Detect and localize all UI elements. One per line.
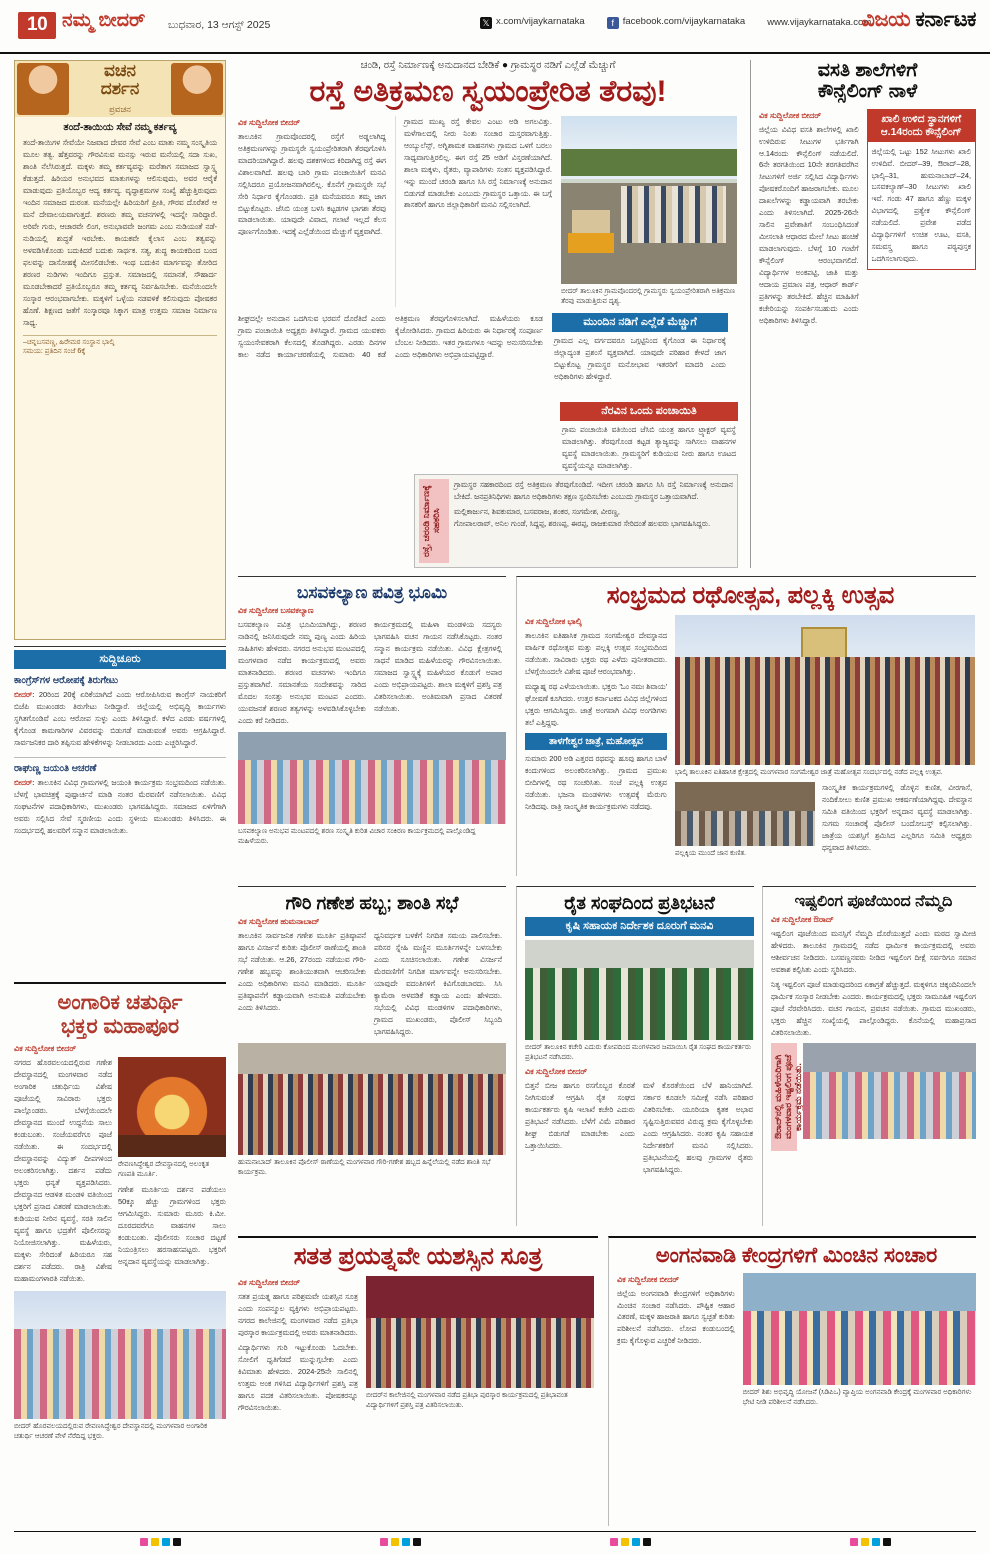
lead-col-1: ತಾಲೂಕಿನ ಗ್ರಾಮವೊಂದರಲ್ಲಿ ರಸ್ತೆಗೆ ಅಡ್ಡಲಾಗಿದ್ದ ಅತಿಕ್ರಮಣಗಳನ್ನು ಗ್ರಾಮಸ್ಥರೇ ಸ್ವಯಂಪ್ರೇರಿತರಾಗಿ ತೆರವುಗೊಳಿಸಿ ಮಾದರಿಯಾಗಿದ್ದಾರೆ. ಹಲವು ದಶಕಗಳಿಂದ ಕಿರಿದಾಗಿದ್ದ ರಸ್ತೆ ಈಗ ವಿಶಾಲವಾಗಿದೆ. ಹಲವು ಬಾರಿ ಗ್ರಾಮ ಪಂಚಾಯಿತಿಗೆ ಮನವಿ ಸಲ್ಲಿಸಿದರೂ ಪ್ರಯೋಜನವಾಗಿರಲಿಲ್ಲ. ಕೊನೆಗೆ ಗ್ರಾಮಸ್ಥರೇ ಸಭೆ ಸೇರಿ ನಿರ್ಧಾರ ಕೈಗೊಂಡರು. ಪ್ರತಿ ಮನೆಯವರೂ ತಮ್ಮ ಜಾಗ ಬಿಟ್ಟುಕೊಟ್ಟರು. ಜೆಸಿಬಿ ಯಂತ್ರ ಬಳಸಿ ಕಟ್ಟಡಗಳ ಭಾಗಶಃ ತೆರವು ಮಾಡಲಾಯಿತು. ಯಾವುದೇ ವಿವಾದ, ಗಲಾಟೆ ಇಲ್ಲದೆ ಕೆಲಸ ಪೂರ್ಣಗೊಂಡಿತು. ಇದಕ್ಕೆ ಎಲ್ಲೆಡೆಯಿಂದ ಮೆಚ್ಚುಗೆ ವ್ಯಕ್ತವಾಗಿದೆ. [238,131,386,237]
suddichuru-section [14,646,226,976]
raitha-bluebar: ಕೃಷಿ ಸಹಾಯಕ ನಿರ್ದೇಶಕ ದೂರುಗೆ ಮನವಿ [525,917,754,936]
basava-headline: ಬಸವಕಲ್ಯಾಣ ಪವಿತ್ರ ಭೂಮಿ [296,583,448,602]
gauri-col-2: ಧ್ವನಿವರ್ಧಕ ಬಳಕೆಗೆ ನಿಗದಿತ ಸಮಯ ಪಾಲಿಸಬೇಕು. ಪರಿಸರ ಸ್ನೇಹಿ ಮಣ್ಣಿನ ಮೂರ್ತಿಗಳನ್ನೇ ಬಳಸಬೇಕು ಎಂದು ಸೂಚಿಸಲಾಯಿತು. ಗಣೇಶ ವಿಸರ್ಜನೆ ಮೆರವಣಿಗೆಗೆ ನಿಗದಿತ ಮಾರ್ಗವನ್ನೇ ಅನುಸರಿಸಬೇಕು. ಯಾವುದೇ ವದಂತಿಗಳಿಗೆ ಕಿವಿಗೊಡಬಾರದು. ಸಿಸಿ ಕ್ಯಾಮೆರಾ ಅಳವಡಿಕೆ ಕಡ್ಡಾಯ ಎಂದು ಹೇಳಿದರು. ಸಭೆಯಲ್ಲಿ ವಿವಿಧ ಮಂಡಳಿಗಳ ಪದಾಧಿಕಾರಿಗಳು, ಗ್ರಾಮದ ಮುಖಂಡರು, ಪೊಲೀಸ್ ಸಿಬ್ಬಂದಿ ಭಾಗವಹಿಸಿದ್ದರು. [374,931,502,1037]
vachana-title-line1: ವಚನ [104,61,136,81]
vasati-sidebox-body: ಜಿಲ್ಲೆಯಲ್ಲಿ ಒಟ್ಟು 152 ಸೀಟುಗಳು ಖಾಲಿ ಉಳಿದಿವೆ. ಬೀದರ್–39, ಔರಾದ್–28, ಭಾಲ್ಕಿ–31, ಹುಮನಾಬಾದ್–24, ಬಸವಕಲ್ಯಾಣ್–30 ಸೀಟುಗಳು ಖಾಲಿ ಇವೆ. ಗಂಡು 47 ಹಾಗೂ ಹೆಣ್ಣು ಮಕ್ಕಳ ವಿಭಾಗದಲ್ಲಿ ಪ್ರತ್ಯೇಕ ಕೌನ್ಸೆಲಿಂಗ್ ನಡೆಯಲಿದೆ. ಪ್ರವೇಶ ಪಡೆದ ವಿದ್ಯಾರ್ಥಿಗಳಿಗೆ ಉಚಿತ ಊಟ, ವಸತಿ, ಸಮವಸ್ತ್ರ ಹಾಗೂ ಪಠ್ಯಪುಸ್ತಕ ಒದಗಿಸಲಾಗುವುದು. [871,146,971,264]
basava-col-2: ಕಾರ್ಯಕ್ರಮದಲ್ಲಿ ಮಹಿಳಾ ಮಂಡಳಿಯ ಸದಸ್ಯರು ಭಾಗವಹಿಸಿ ವಚನ ಗಾಯನ ನಡೆಸಿಕೊಟ್ಟರು. ನಂತರ ಸನ್ಮಾನ ಕಾರ್ಯಕ್ರಮ ನಡೆಯಿತು. ವಿವಿಧ ಕ್ಷೇತ್ರಗಳಲ್ಲಿ ಸಾಧನೆ ಮಾಡಿದ ಮಹಿಳೆಯರನ್ನು ಗೌರವಿಸಲಾಯಿತು. ಸಮಾಜದ ಸ್ವಾಸ್ಥ್ಯಕ್ಕೆ ಮಹಿಳೆಯರ ಕೊಡುಗೆ ಅಪಾರ ಎಂದು ಅಭಿಪ್ರಾಯಪಟ್ಟರು. ಶಾಲಾ ಮಕ್ಕಳಿಗೆ ಪ್ರಶಸ್ತಿ ಪತ್ರ ವಿತರಿಸಲಾಯಿತು. ಅಂತಿಮವಾಗಿ ಪ್ರಸಾದ ವಿತರಣೆ ನಡೆಯಿತು. [374,620,502,713]
gauri-byline: ವಿಕ ಸುದ್ದಿಲೋಕ ಹುಮನಾಬಾದ್ [238,917,320,927]
angarika-article [14,982,226,1527]
lead-box1-title: ಮುಂದಿನ ನಡಿಗೆ ಎಲ್ಲೆಡೆ ಮೆಚ್ಚುಗೆ [552,313,728,332]
ratha-col-2: ಮಧ್ಯಾಹ್ನ ರಥ ಎಳೆಯಲಾಯಿತು. ಭಕ್ತರು 'ಓಂ ನಮಃ ಶಿವಾಯ' ಘೋಷಣೆ ಕೂಗಿದರು. ಉತ್ತರ ಕರ್ನಾಟಕದ ವಿವಿಧ ಜಿಲ್ಲೆಗಳಿಂದ ಭಕ್ತರು ಆಗಮಿಸಿದ್ದರು. ಜಾತ್ರೆ ಅಂಗವಾಗಿ ವಿವಿಧ ಅಂಗಡಿಗಳು ತಲೆ ಎತ್ತಿದ್ದವು. [525,681,667,727]
ishtalinga-side-caption: ಔರಾದ್‌ನಲ್ಲಿ ಮಹಿಳೆಯರಿಗಾಗಿ ಮಂಗಳವಾರ ಇಷ್ಟಲಿಂಗ ಪೂಜೆ ಕಾರ್ಯಕ್ರಮ ನಡೆಯಿತು. [771,1043,797,1151]
basava-article [238,576,506,876]
social-links [480,16,871,29]
ratha-photo-caption: ಭಾಲ್ಕಿ ತಾಲೂಕಿನ ಐತಿಹಾಸಿಕ ಕ್ಷೇತ್ರದಲ್ಲಿ ಮಂಗಳವಾರ ಸಂಗಮೇಶ್ವರ ಜಾತ್ರೆ ಮಹೋತ್ಸವ ಸಂದರ್ಭದಲ್ಲಿ ನಡೆದ ಪಲ್ಲಕ್ಕಿ ಉತ್ಸವ. [675,768,943,776]
lead-col-2: ಗ್ರಾಮದ ಮುಖ್ಯ ರಸ್ತೆ ಕೇವಲ ಎಂಟು ಅಡಿ ಅಗಲವಿತ್ತು. ಮಳೆಗಾಲದಲ್ಲಿ ನೀರು ನಿಂತು ಸಂಚಾರ ದುಸ್ತರವಾಗುತ್ತಿತ್ತು. ಆಂಬ್ಯುಲೆನ್ಸ್, ಅಗ್ನಿಶಾಮಕ ವಾಹನಗಳು ಗ್ರಾಮದ ಒಳಗೆ ಬರಲು ಸಾಧ್ಯವಾಗುತ್ತಿರಲಿಲ್ಲ. ಈಗ ರಸ್ತೆ 25 ಅಡಿಗೆ ವಿಸ್ತರಣೆಯಾಗಿದೆ. ಶಾಲಾ ಮಕ್ಕಳು, ರೈತರು, ವ್ಯಾಪಾರಿಗಳು ಸಂತಸ ವ್ಯಕ್ತಪಡಿಸಿದ್ದಾರೆ. ಇನ್ನು ಮುಂದೆ ಚರಂಡಿ ಹಾಗೂ ಸಿಸಿ ರಸ್ತೆ ನಿರ್ಮಾಣಕ್ಕೆ ಅನುದಾನ ಬಿಡುಗಡೆ ಮಾಡಬೇಕು ಎಂಬುದು ಗ್ರಾಮಸ್ಥರ ಒತ್ತಾಯ. ಈ ಬಗ್ಗೆ ಶಾಸಕರಿಗೆ ಹಾಗೂ ಜಿಲ್ಲಾಧಿಕಾರಿಗೆ ಮನವಿ ಸಲ್ಲಿಸಲಾಗಿದೆ. [404,116,552,210]
vachana-darshana-box [14,60,226,640]
ratha-dance-caption: ಪಲ್ಲಕ್ಕಿಯ ಮುಂದೆ ಜಾನ ಕುಣಿತ. [675,850,746,858]
suddichuru-item-byline-2: ಬೀದರ್: [14,777,35,787]
vachana-credit-2: ಸಮಯ: ಪ್ರತಿದಿನ ಸಂಜೆ 6ಕ್ಕೆ [23,347,86,355]
ishtalinga-byline: ವಿಕ ಸುದ್ದಿಲೋಕ ಔರಾದ್ [771,914,834,924]
ishtalinga-col-2: ನಿತ್ಯ ಇಷ್ಟಲಿಂಗ ಪೂಜೆ ಮಾಡುವುದರಿಂದ ಏಕಾಗ್ರತೆ ಹೆಚ್ಚುತ್ತದೆ. ಮಕ್ಕಳಿಗೂ ಚಿಕ್ಕಂದಿನಿಂದಲೇ ಧಾರ್ಮಿಕ ಸಂಸ್ಕಾರ ನೀಡಬೇಕು ಎಂದರು. ಕಾರ್ಯಕ್ರಮದಲ್ಲಿ ಭಕ್ತರು ಸಾಮೂಹಿಕ ಇಷ್ಟಲಿಂಗ ಪೂಜೆ ನೆರವೇರಿಸಿದರು. ವಚನ ಗಾಯನ, ಪ್ರವಚನ ನಡೆಯಿತು. ಗ್ರಾಮದ ಮುಖಂಡರು, ಭಕ್ತರು ಹೆಚ್ಚಿನ ಸಂಖ್ಯೆಯಲ್ಲಿ ಪಾಲ್ಗೊಂಡಿದ್ದರು. ಕೊನೆಯಲ್ಲಿ ಮಹಾಪ್ರಸಾದ ವಿತರಿಸಲಾಯಿತು. [771,979,976,1037]
raitha-col-1: ಬಿತ್ತನೆ ಬೀಜ ಹಾಗೂ ರಸಗೊಬ್ಬರ ಕೊರತೆ ನೀಗಿಸುವಂತೆ ಆಗ್ರಹಿಸಿ ರೈತ ಸಂಘದ ಕಾರ್ಯಕರ್ತರು ಕೃಷಿ ಇಲಾಖೆ ಕಚೇರಿ ಎದುರು ಪ್ರತಿಭಟನೆ ನಡೆಸಿದರು. ಬೆಳೆಗೆ ವಿಮೆ ಪರಿಹಾರ ಶೀಘ್ರ ಬಿಡುಗಡೆ ಮಾಡಬೇಕು ಎಂದು ಒತ್ತಾಯಿಸಿದರು. [525,1081,635,1151]
gauri-col-1: ತಾಲೂಕಿನ ಸಾರ್ವಜನಿಕ ಗಣೇಶ ಮೂರ್ತಿ ಪ್ರತಿಷ್ಠಾಪನೆ ಹಾಗೂ ವಿಸರ್ಜನೆ ಕುರಿತು ಪೊಲೀಸ್ ಠಾಣೆಯಲ್ಲಿ ಶಾಂತಿ ಸಭೆ ನಡೆಯಿತು. ಆ.26, 27ರಂದು ನಡೆಯುವ ಗೌರಿ-ಗಣೇಶ ಹಬ್ಬವನ್ನು ಶಾಂತಿಯುತವಾಗಿ ಆಚರಿಸಬೇಕು ಎಂದು ಅಧಿಕಾರಿಗಳು ಮನವಿ ಮಾಡಿದರು. ಮೂರ್ತಿ ಪ್ರತಿಷ್ಠಾಪನೆಗೆ ಕಡ್ಡಾಯವಾಗಿ ಅನುಮತಿ ಪಡೆಯಬೇಕು ಎಂದು ತಿಳಿಸಿದರು. [238,931,366,1013]
vachana-title-line2: ದರ್ಶನ [100,79,140,99]
lead-box3-names-2: ಗೋಪಾಲರಾವ್, ಅನಿಲ ಗುಂಡೆ, ಸಿದ್ದಪ್ಪ, ಶರಣಪ್ಪ, ಈರಪ್ಪ, ರಾಜಕುಮಾರ ಸೇರಿದಂತೆ ಹಲವರು ಭಾಗವಹಿಸಿದ್ದರು. [454,518,711,528]
gauri-article [238,886,506,1226]
facebook-icon: f [607,17,619,29]
vasati-headline-line2: ಕೌನ್ಸೆಲಿಂಗ್ ನಾಳೆ [817,81,918,103]
ishtalinga-article [762,886,976,1226]
vasati-sidebox-title: ಖಾಲಿ ಉಳಿದ ಸ್ಥಾನಗಳಿಗೆ ಆ.14ರಂದು ಕೌನ್ಸೆಲಿಂಗ್ [868,110,975,142]
angarika-body: ನಗರದ ಹೊರವಲಯದಲ್ಲಿರುವ ಗಣೇಶ ದೇವಸ್ಥಾನದಲ್ಲಿ ಮಂಗಳವಾರ ನಡೆದ ಅಂಗಾರಿಕ ಚತುರ್ಥಿಯ ವಿಶೇಷ ಪೂಜೆಯಲ್ಲಿ ಸಾವಿರಾರು ಭಕ್ತರು ಪಾಲ್ಗೊಂಡರು. ಬೆಳಗ್ಗೆಯಿಂದಲೇ ದೇವಸ್ಥಾನದ ಮುಂದೆ ಉದ್ದನೆಯ ಸಾಲು ಕಂಡುಬಂತು. ಸಂಜೆಯವರೆಗೂ ಪೂಜೆ ನಡೆಯಿತು. ಈ ಸಂದರ್ಭದಲ್ಲಿ ದೇವಸ್ಥಾನವನ್ನು ವಿದ್ಯುತ್ ದೀಪಗಳಿಂದ ಅಲಂಕರಿಸಲಾಗಿತ್ತು. ದರ್ಶನ ಪಡೆದು ಭಕ್ತರು ಧನ್ಯತೆ ವ್ಯಕ್ತಪಡಿಸಿದರು. ದೇವಸ್ಥಾನದ ಆಡಳಿತ ಮಂಡಳಿ ವತಿಯಿಂದ ಭಕ್ತರಿಗೆ ಪ್ರಸಾದ ವಿತರಣೆ ಮಾಡಲಾಯಿತು. ಕುಡಿಯುವ ನೀರಿನ ವ್ಯವಸ್ಥೆ, ಸರತಿ ಸಾಲಿನ ವ್ಯವಸ್ಥೆ ಹಾಗೂ ಭದ್ರತೆಗೆ ಪೊಲೀಸರನ್ನು ನಿಯೋಜಿಸಲಾಗಿತ್ತು. ಮಹಿಳೆಯರು, ಮಕ್ಕಳು ಸೇರಿದಂತೆ ಹಿರಿಯರೂ ಸಹ ದರ್ಶನ ಪಡೆದರು. ರಾತ್ರಿ ವಿಶೇಷ ಮಹಾಮಂಗಳಾರತಿ ನಡೆಯಿತು. [14,1058,112,1283]
anganavadi-byline: ವಿಕ ಸುದ್ದಿಲೋಕ ಬೀದರ್ [617,1274,680,1284]
suddichuru-item-text-2: ತಾಲೂಕಿನ ವಿವಿಧ ಗ್ರಾಮಗಳಲ್ಲಿ ಜಯಂತಿ ಕಾರ್ಯಕ್ರಮ ಸಂಭ್ರಮದಿಂದ ನಡೆಯಿತು. ಬೆಳಗ್ಗೆ ಭಾವಚಿತ್ರಕ್ಕೆ ಪುಷ್ಪಾರ್ಚನೆ ಮಾಡಿ ನಂತರ ಮೆರವಣಿಗೆ ನಡೆಸಲಾಯಿತು. ವಿವಿಧ ಸಂಘಟನೆಗಳ ಪದಾಧಿಕಾರಿಗಳು, ಮುಖಂಡರು ಭಾಗವಹಿಸಿದ್ದರು. ಸಮಾಜದ ಏಳಿಗೆಗಾಗಿ ಅವರು ಸಲ್ಲಿಸಿದ ಸೇವೆ ಸ್ಮರಣೀಯ ಎಂದು ಸ್ಥಳೀಯ ಮುಖಂಡರು ತಿಳಿಸಿದರು. ಈ ಸಂದರ್ಭದಲ್ಲಿ ಹಲವರಿಗೆ ಸನ್ಮಾನ ಮಾಡಲಾಯಿತು. [14,777,226,835]
gauri-headline: ಗೌರಿ ಗಣೇಶ ಹಬ್ಬ; ಶಾಂತಿ ಸಭೆ [285,893,459,913]
vasati-headline-line1: ವಸತಿ ಶಾಲೆಗಳಿಗೆ [817,60,918,81]
brand-word-1: ವಿಜಯ [861,8,911,31]
lead-box2-body: ಗ್ರಾಮ ಪಂಚಾಯಿತಿ ವತಿಯಿಂದ ಜೆಸಿಬಿ ಯಂತ್ರ ಹಾಗೂ ಟ್ರ್ಯಾಕ್ಟರ್ ವ್ಯವಸ್ಥೆ ಮಾಡಲಾಗಿತ್ತು. ತೆರವುಗೊಂಡ ಕಟ್ಟಡ ತ್ಯಾಜ್ಯವನ್ನು ಸಾಗಿಸಲು ವಾಹನಗಳ ವ್ಯವಸ್ಥೆ ಮಾಡಲಾಯಿತು. ಗ್ರಾಮಸ್ಥರಿಗೆ ಕುಡಿಯುವ ನೀರು ಹಾಗೂ ಊಟದ ವ್ಯವಸ್ಥೆಯನ್ನೂ ಮಾಡಲಾಗಿತ್ತು. [562,425,736,470]
ratha-photo [675,615,975,765]
satata-headline: ಸತತ ಪ್ರಯತ್ನವೇ ಯಶಸ್ಸಿನ ಸೂತ್ರ [293,1243,543,1270]
lead-col-3: ಶೀಘ್ರದಲ್ಲೇ ಅನುದಾನ ಒದಗಿಸುವ ಭರವಸೆ ದೊರೆತಿದೆ ಎಂದು ಗ್ರಾಮ ಪಂಚಾಯಿತಿ ಅಧ್ಯಕ್ಷರು ತಿಳಿಸಿದ್ದಾರೆ. ಗ್ರಾಮದ ಯುವಕರು ಸ್ವಯಂಸೇವಕರಾಗಿ ಕೆಲಸದಲ್ಲಿ ತೊಡಗಿದ್ದರು. ಎರಡು ದಿನಗಳ ಕಾಲ ನಡೆದ ಕಾರ್ಯಾಚರಣೆಯಲ್ಲಿ ಸುಮಾರು 40 ಕಡೆ ಅತಿಕ್ರಮಣ ತೆರವುಗೊಳಿಸಲಾಗಿದೆ. ಮಹಿಳೆಯರು ಕೂಡ ಕೈಜೋಡಿಸಿದರು. ಗ್ರಾಮದ ಹಿರಿಯರು ಈ ನಿರ್ಧಾರಕ್ಕೆ ಸಂಪೂರ್ಣ ಬೆಂಬಲ ನೀಡಿದರು. ಇತರ ಗ್ರಾಮಗಳೂ ಇದನ್ನು ಅನುಸರಿಸಬೇಕು ಎಂದು ಅಧಿಕಾರಿಗಳು ಅಭಿಪ್ರಾಯಪಟ್ಟಿದ್ದಾರೆ. [238,313,543,359]
satata-byline: ವಿಕ ಸುದ್ದಿಲೋಕ ಬೀದರ್ [238,1277,301,1287]
lead-photo-caption: ಬೀದರ್ ತಾಲೂಕಿನ ಗ್ರಾಮವೊಂದರಲ್ಲಿ ಗ್ರಾಮಸ್ಥರು ಸ್ವಯಂಪ್ರೇರಿತರಾಗಿ ಅತಿಕ್ರಮಣ ತೆರವು ಮಾಡುತ್ತಿರುವ ದೃಶ್ಯ. [561,287,735,305]
local-edition-logo-text: ನಮ್ಮ ಬೀದರ್ [62,10,146,31]
x-link-text: x.com/vijaykarnataka [496,16,585,27]
lead-box2-title: ನೆರವಿನ ಒಂದು ಪಂಚಾಯಿತಿ [560,402,738,421]
suddichuru-item-body-2 [14,777,226,837]
satata-col-1: ಸತತ ಪ್ರಯತ್ನ ಹಾಗೂ ಪರಿಶ್ರಮವೇ ಯಶಸ್ಸಿನ ಸೂತ್ರ ಎಂದು ಸಂಪನ್ಮೂಲ ವ್ಯಕ್ತಿಗಳು ಅಭಿಪ್ರಾಯಪಟ್ಟರು. ನಗರದ ಕಾಲೇಜಿನಲ್ಲಿ ಮಂಗಳವಾರ ನಡೆದ ಪ್ರತಿಭಾ ಪುರಸ್ಕಾರ ಕಾರ್ಯಕ್ರಮದಲ್ಲಿ ಅವರು ಮಾತನಾಡಿದರು. [238,1291,358,1337]
raitha-byline: ವಿಕ ಸುದ್ದಿಲೋಕ ಬೀದರ್ [525,1067,588,1077]
local-edition-logo [62,10,145,32]
basava-col-1: ಬಸವಕಲ್ಯಾಣ ಪವಿತ್ರ ಭೂಮಿಯಾಗಿದ್ದು, ಶರಣರ ನಾಡಿನಲ್ಲಿ ಜನಿಸಿರುವುದೇ ನಮ್ಮ ಪುಣ್ಯ ಎಂದು ಹಿರಿಯ ಸಾಹಿತಿಗಳು ಹೇಳಿದರು. ನಗರದ ಅನುಭವ ಮಂಟಪದಲ್ಲಿ ಮಂಗಳವಾರ ನಡೆದ ಕಾರ್ಯಕ್ರಮದಲ್ಲಿ ಅವರು ಮಾತನಾಡಿದರು. ಶರಣರ ವಚನಗಳು ಇಂದಿಗೂ ಪ್ರಸ್ತುತವಾಗಿವೆ. ಸಮಾನತೆಯ ಸಂದೇಶವನ್ನು ಸಾರಿದ ಮೊದಲ ಸಂಸತ್ತು ಅನುಭವ ಮಂಟಪ ಎಂದರು. ಯುವಜನತೆ ಶರಣರ ತತ್ವಗಳನ್ನು ಅಳವಡಿಸಿಕೊಳ್ಳಬೇಕು ಎಂದು ಕರೆ ನೀಡಿದರು. [238,620,366,725]
anganavadi-headline: ಅಂಗನವಾಡಿ ಕೇಂದ್ರಗಳಿಗೆ ಮಿಂಚಿನ ಸಂಚಾರ [655,1244,938,1267]
angarika-mid-body: ಗಣೇಶ ಮೂರ್ತಿಯ ದರ್ಶನ ಪಡೆಯಲು 50ಕ್ಕೂ ಹೆಚ್ಚು ಗ್ರಾಮಗಳಿಂದ ಭಕ್ತರು ಆಗಮಿಸಿದ್ದರು. ಸುಮಾರು ಮೂರು ಕಿ.ಮೀ. ದೂರದವರೆಗೂ ವಾಹನಗಳ ಸಾಲು ಕಂಡುಬಂತು. ಪೊಲೀಸರು ಸಂಚಾರ ದಟ್ಟಣೆ ನಿಯಂತ್ರಿಸಲು ಹರಸಾಹಸಪಟ್ಟರು. ಭಕ್ತರಿಗೆ ಅನ್ನದಾನ ವ್ಯವಸ್ಥೆಯನ್ನು ಮಾಡಲಾಗಿತ್ತು. [118,1185,226,1267]
ganesha-idol-photo [118,1057,226,1157]
lead-box3-tag: ರಸ್ತೆ, ಚರಂಡಿ ನಿರ್ಮಾಣಕ್ಕೆ ಸಹಕರಿಸಿ [419,479,449,563]
anganavadi-photo [743,1273,976,1385]
lead-byline: ವಿಕ ಸುದ್ದಿಲೋಕ ಬೀದರ್ [238,117,301,127]
ratha-headline: ಸಂಭ್ರಮದ ರಥೋತ್ಸವ, ಪಲ್ಲಕ್ಕಿ ಉತ್ಸವ [606,582,895,609]
ratha-dance-photo [675,782,815,846]
ratha-col-3: ಸುಮಾರು 200 ಅಡಿ ಎತ್ತರದ ರಥವನ್ನು ಹೂವು ಹಾಗೂ ಬಾಳೆ ಕಂದುಗಳಿಂದ ಅಲಂಕರಿಸಲಾಗಿತ್ತು. ಗ್ರಾಮದ ಪ್ರಮುಖ ಬೀದಿಗಳಲ್ಲಿ ರಥ ಸಂಚರಿಸಿತು. ಸಂಜೆ ಪಲ್ಲಕ್ಕಿ ಉತ್ಸವ ನಡೆಯಿತು. ಭಜನಾ ಮಂಡಳಿಗಳು ಉತ್ಸವಕ್ಕೆ ಮೆರುಗು ನೀಡಿದವು. ರಾತ್ರಿ ಸಾಂಸ್ಕೃತಿಕ ಕಾರ್ಯಕ್ರಮಗಳು ನಡೆದವು. [525,753,667,811]
satata-photo-caption: ಬೀದರ್‌ನ ಕಾಲೇಜಿನಲ್ಲಿ ಮಂಗಳವಾರ ನಡೆದ ಪ್ರತಿಭಾ ಪುರಸ್ಕಾರ ಕಾರ್ಯಕ್ರಮದಲ್ಲಿ ಪ್ರತಿಭಾವಂತ ವಿದ್ಯಾರ್ಥಿಗಳಿಗೆ ಪ್ರಶಸ್ತಿ ಪತ್ರ ವಿತರಿಸಲಾಯಿತು. [366,1391,568,1410]
lead-kicker: ಚಂಡಿ, ರಸ್ತೆ ನಿರ್ಮಾಣಕ್ಕೆ ಅನುದಾನದ ಬೇಡಿಕೆ ● ಗ್ರಾಮಸ್ಥರ ನಡಿಗೆ ಎಲ್ಲೆಡೆ ಮೆಚ್ಚುಗೆ [360,60,616,71]
satata-article [238,1236,598,1526]
page-number: 10 [18,12,56,39]
lead-box3-names-1: ಮಲ್ಲಿಕಾರ್ಜುನ, ಶಿವಕುಮಾರ, ಬಸವರಾಜ, ಶಂಕರ, ಸಂಗಮೇಶ, ವೀರಣ್ಣ, [454,506,620,516]
vasati-body: ಜಿಲ್ಲೆಯ ವಿವಿಧ ವಸತಿ ಶಾಲೆಗಳಲ್ಲಿ ಖಾಲಿ ಉಳಿದಿರುವ ಸೀಟುಗಳ ಭರ್ತಿಗಾಗಿ ಆ.14ರಂದು ಕೌನ್ಸೆಲಿಂಗ್ ನಡೆಯಲಿದೆ. 6ನೇ ತರಗತಿಯಿಂದ 10ನೇ ತರಗತಿವರೆಗಿನ ಸೀಟುಗಳಿಗೆ ಅರ್ಜಿ ಸಲ್ಲಿಸಿದ ವಿದ್ಯಾರ್ಥಿಗಳು ಪೋಷಕರೊಂದಿಗೆ ಹಾಜರಾಗಬೇಕು. ಮೂಲ ದಾಖಲೆಗಳನ್ನು ಕಡ್ಡಾಯವಾಗಿ ತರಬೇಕು ಎಂದು ತಿಳಿಸಲಾಗಿದೆ. 2025-26ನೇ ಸಾಲಿನ ಪ್ರವೇಶಾತಿಗೆ ಸಂಬಂಧಿಸಿದಂತೆ ಮೀಸಲಾತಿ ಆಧಾರದ ಮೇಲೆ ಸೀಟು ಹಂಚಿಕೆ ಮಾಡಲಾಗುವುದು. ಬೆಳಗ್ಗೆ 10 ಗಂಟೆಗೆ ಕೌನ್ಸೆಲಿಂಗ್ ಆರಂಭವಾಗಲಿದೆ. ವಿದ್ಯಾರ್ಥಿಗಳ ಅಂಕಪಟ್ಟಿ, ಜಾತಿ ಮತ್ತು ಆದಾಯ ಪ್ರಮಾಣ ಪತ್ರ, ಆಧಾರ್ ಕಾರ್ಡ್ ಪ್ರತಿಗಳನ್ನು ತರಬೇಕಿದೆ. ಹೆಚ್ಚಿನ ಮಾಹಿತಿಗೆ ಕಚೇರಿಯನ್ನು ಸಂಪರ್ಕಿಸಬಹುದು ಎಂದು ಅಧಿಕಾರಿಗಳು ತಿಳಿಸಿದ್ದಾರೆ. [759,124,859,326]
lead-photo [561,116,737,284]
angarika-photo-caption-2: ಬೀದರ್ ಹೊರವಲಯದಲ್ಲಿರುವ ರೇವಣಸಿದ್ಧೇಶ್ವರ ದೇವಸ್ಥಾನದಲ್ಲಿ ಮಂಗಳವಾರ ಅಂಗಾರಿಕ ಚತುರ್ಥಿ ಆಚರಣೆ ವೇಳೆ ನೆರೆದಿದ್ದ ಭಕ್ತರು. [14,1422,208,1440]
lead-headline: ರಸ್ತೆ ಅತಿಕ್ರಮಣ ಸ್ವಯಂಪ್ರೇರಿತ ತೆರವು! [309,75,667,108]
suddichuru-item-byline-1: ಬೀದರ್: [14,690,35,699]
angarika-photo-caption-1: ರೇವಣಸಿದ್ಧೇಶ್ವರ ದೇವಸ್ಥಾನದಲ್ಲಿ ಅಲಂಕೃತ ಗಣಪತಿ ಮೂರ್ತಿ. [118,1161,210,1179]
color-dots-1 [140,1538,181,1546]
vachana-headline: ತಂದೆ-ತಾಯಿಯ ಸೇವೆ ನಮ್ಮ ಕರ್ತವ್ಯ [63,122,177,133]
ishtalinga-col-1: ಇಷ್ಟಲಿಂಗ ಪೂಜೆಯಿಂದ ಮನಸ್ಸಿಗೆ ನೆಮ್ಮದಿ ದೊರೆಯುತ್ತದೆ ಎಂದು ಮಠದ ಸ್ವಾಮೀಜಿ ಹೇಳಿದರು. ತಾಲೂಕಿನ ಗ್ರಾಮದಲ್ಲಿ ನಡೆದ ಧಾರ್ಮಿಕ ಕಾರ್ಯಕ್ರಮದಲ್ಲಿ ಅವರು ಆಶೀರ್ವಚನ ನೀಡಿದರು. ಬಸವಣ್ಣನವರು ನೀಡಿದ ಇಷ್ಟಲಿಂಗ ದೀಕ್ಷೆ ಸರ್ವರಿಗೂ ಸಮಾನ ಅವಕಾಶ ಕಲ್ಪಿಸಿತು ಎಂದು ಸ್ಮರಿಸಿದರು. [771,928,976,974]
lead-box-1-wrap [238,402,414,512]
guru-portrait [17,63,69,115]
brand-logo [861,8,976,32]
ratha-sidetag: ತಾಳಗೇಶ್ವರ ಜಾತ್ರೆ, ಮಹೋತ್ಸವ [525,733,667,750]
vasati-byline: ವಿಕ ಸುದ್ದಿಲೋಕ ಬೀದರ್ [759,110,822,120]
ishtalinga-photo [803,1043,976,1139]
vasati-headline [759,60,976,103]
raitha-photo-caption: ಬೀದರ್ ತಾಲೂಕಿನ ಕಚೇರಿ ಎದುರು ಕೋಪದಿಂದ ಮಂಗಳವಾರ ಜಮಾಯಿಸಿ ರೈತ ಸಂಘದ ಕಾರ್ಯಕರ್ತರು ಪ್ರತಿಭಟನೆ ನಡೆಸಿದರು. [525,1044,751,1062]
page-masthead [0,0,990,54]
vasati-sidebox [867,109,976,271]
angarika-headline-line1: ಅಂಗಾರಿಕ ಚತುರ್ಥಿ [57,991,183,1014]
vachana-header [15,61,225,117]
vachana-subtitle: ಪ್ರವಚನ [109,103,131,114]
raitha-col-2: ಮಳೆ ಕೊರತೆಯಿಂದ ಬೆಳೆ ಹಾನಿಯಾಗಿದೆ. ಸರ್ಕಾರ ಕೂಡಲೇ ಸಮೀಕ್ಷೆ ನಡೆಸಿ ಪರಿಹಾರ ವಿತರಿಸಬೇಕು. ಯೂರಿಯಾ ಕೃತಕ ಅಭಾವ ಸೃಷ್ಟಿಸುತ್ತಿರುವವರ ವಿರುದ್ಧ ಕ್ರಮ ಕೈಗೊಳ್ಳಬೇಕು ಎಂದು ಆಗ್ರಹಿಸಿದರು. ನಂತರ ಕೃಷಿ ಸಹಾಯಕ ನಿರ್ದೇಶಕರಿಗೆ ಮನವಿ ಸಲ್ಲಿಸಿದರು. ಪ್ರತಿಭಟನೆಯಲ್ಲಿ ಹಲವು ಗ್ರಾಮಗಳ ರೈತರು ಭಾಗವಹಿಸಿದ್ದರು. [643,1081,753,1175]
anganavadi-photo-caption: ಬೀದರ್ ಶಿಶು ಅಭಿವೃದ್ಧಿ ಯೋಜನೆ (ಸಿಡಿಪಿಒ) ವ್ಯಾಪ್ತಿಯ ಅಂಗನವಾಡಿ ಕೇಂದ್ರಕ್ಕೆ ಮಂಗಳವಾರ ಅಧಿಕಾರಿಗಳು ಭೇಟಿ ನೀಡಿ ಪರಿಶೀಲನೆ ನಡೆಸಿದರು. [742,1388,972,1406]
satata-photo [366,1276,594,1388]
color-dots-4 [850,1538,891,1546]
gauri-photo-caption: ಹುಮನಾಬಾದ್ ತಾಲೂಕಿನ ಪೊಲೀಸ್ ಠಾಣೆಯಲ್ಲಿ ಮಂಗಳವಾರ ಗೌರಿ-ಗಣೇಶ ಹಬ್ಬದ ಹಿನ್ನೆಲೆಯಲ್ಲಿ ನಡೆದ ಶಾಂತಿ ಸಭೆ ಕಾರ್ಯಕ್ರಮ. [238,1159,491,1177]
raitha-headline: ರೈತ ಸಂಘದಿಂದ ಪ್ರತಿಭಟನೆ [564,893,715,913]
vachana-body: ತಂದೆ-ತಾಯಿಗಳ ಸೇವೆಯೇ ನಿಜವಾದ ದೇವರ ಸೇವೆ ಎಂಬ ಮಾತು ನಮ್ಮ ಸಂಸ್ಕೃತಿಯ ಮೂಲ ತತ್ವ. ಹೆತ್ತವರನ್ನು ಗೌರವಿಸುವ ಮನಸ್ಸು ಇರುವ ಮನೆಯಲ್ಲಿ ಸದಾ ಸುಖ, ಶಾಂತಿ ನೆಲೆಸಿರುತ್ತದೆ. ಮಕ್ಕಳು ತಮ್ಮ ಕರ್ತವ್ಯವನ್ನು ಮರೆತಾಗ ಸಮಾಜದ ಸ್ವಾಸ್ಥ್ಯ ಕೆಡುತ್ತದೆ. ಹಿರಿಯರ ಅನುಭವದ ಮಾತುಗಳನ್ನು ಆಲಿಸುವುದು, ಅವರ ಆರೈಕೆ ಮಾಡುವುದು ಪ್ರತಿಯೊಬ್ಬರ ಆದ್ಯ ಕರ್ತವ್ಯ. ವೃದ್ಧಾಶ್ರಮಗಳ ಸಂಖ್ಯೆ ಹೆಚ್ಚುತ್ತಿರುವುದು ಇಂದಿನ ಸಮಾಜದ ದುರಂತ. ಮನೆಯಲ್ಲೇ ಹಿರಿಯರಿಗೆ ಪ್ರೀತಿ, ಗೌರವ ದೊರೆತರೆ ಆ ಮನೆ ದೇವಾಲಯವಾಗುತ್ತದೆ. ಶರಣರು ತಮ್ಮ ವಚನಗಳಲ್ಲಿ ಇದನ್ನೇ ಸಾರಿದ್ದಾರೆ. ಅರಿವೇ ಗುರು, ಆಚಾರವೇ ಲಿಂಗ, ಅನುಭಾವವೇ ಜಂಗಮ ಎಂಬ ನುಡಿಯಂತೆ ನಡೆ-ನುಡಿಯಲ್ಲಿ ಶುದ್ಧತೆ ಇರಬೇಕು. ಕಾಯಕವೇ ಕೈಲಾಸ ಎಂಬ ತತ್ವವನ್ನು ಅಳವಡಿಸಿಕೊಂಡು ಬದುಕಿದರೆ ಬದುಕು ಸಾರ್ಥಕ. ಸತ್ಯ, ಶುದ್ಧ ಕಾಯಕದಿಂದ ಬಂದ ಫಲವನ್ನು ದಾಸೋಹಕ್ಕೆ ಮೀಸಲಿಡಬೇಕು. ಇಂಥ ಬದುಕಿನ ಮಾರ್ಗವನ್ನು ತೋರಿದ ಶರಣರ ನುಡಿಗಳು ಇಂದಿಗೂ ಪ್ರಸ್ತುತ. ಸಮಾಜದಲ್ಲಿ ಸಮಾನತೆ, ಸೌಹಾರ್ದ ಮೂಡಬೇಕಾದರೆ ಪ್ರತಿಯೊಬ್ಬರೂ ತಮ್ಮ ಕರ್ತವ್ಯ ನಿರ್ವಹಿಸಬೇಕು. ಮನೆಯಿಂದಲೇ ಸಂಸ್ಕಾರ ಆರಂಭವಾಗಬೇಕು. ಮಕ್ಕಳಿಗೆ ಒಳ್ಳೆಯ ನಡವಳಿಕೆ ಕಲಿಸುವುದು ಪೋಷಕರ ಹೊಣೆ. ಶಿಕ್ಷಣದ ಜತೆಗೆ ಸಂಸ್ಕಾರವೂ ಸಿಕ್ಕಾಗ ಮಾತ್ರ ಉತ್ತಮ ಸಮಾಜ ನಿರ್ಮಾಣ ಸಾಧ್ಯ. [23,138,217,327]
x-icon: 𝕏 [480,17,492,29]
footer-rule [14,1531,976,1532]
satata-col-2: ವಿದ್ಯಾರ್ಥಿಗಳು ಗುರಿ ಇಟ್ಟುಕೊಂಡು ಓದಬೇಕು. ಸೋಲಿಗೆ ಧೃತಿಗೆಡದೆ ಮುನ್ನುಗ್ಗಬೇಕು ಎಂದು ಕಿವಿಮಾತು ಹೇಳಿದರು. 2024-25ನೇ ಸಾಲಿನಲ್ಲಿ ಉತ್ತಮ ಅಂಕ ಗಳಿಸಿದ ವಿದ್ಯಾರ್ಥಿಗಳಿಗೆ ಪ್ರಶಸ್ತಿ ಪತ್ರ ಹಾಗೂ ಪದಕ ವಿತರಿಸಲಾಯಿತು. ಪೋಷಕರನ್ನೂ ಗೌರವಿಸಲಾಯಿತು. [238,1342,358,1412]
ratha-article [516,576,976,876]
lead-box-3 [414,474,738,568]
vachana-title [71,62,169,116]
dateline: ಬುಧವಾರ, 13 ಆಗಸ್ಟ್ 2025 [168,19,271,31]
basava-photo [238,732,506,824]
lead-box-2 [560,402,738,470]
basava-photo-caption: ಬಸವಕಲ್ಯಾಣ ಅನುಭವ ಮಂಟಪದಲ್ಲಿ ಶರಣ ಸಂಸ್ಕೃತಿ ಕುರಿತ ವಿಚಾರ ಸಂಕಿರಣ ಕಾರ್ಯಕ್ರಮದಲ್ಲಿ ಪಾಲ್ಗೊಂಡಿದ್ದ ಮಹಿಳೆಯರು. [238,827,476,846]
anganavadi-article [608,1236,976,1526]
suddichuru-item-title-1[interactable]: ಕಾಂಗ್ರೆಸ್‌ಗಳ ಆರೋಪಕ್ಕೆ ತಿರುಗೇಟು [14,675,119,686]
lead-box3-body: ಗ್ರಾಮಸ್ಥರ ಸಹಕಾರದಿಂದ ರಸ್ತೆ ಅತಿಕ್ರಮಣ ತೆರವುಗೊಂಡಿದೆ. ಇದೀಗ ಚರಂಡಿ ಹಾಗೂ ಸಿಸಿ ರಸ್ತೆ ನಿರ್ಮಾಣಕ್ಕೆ ಅನುದಾನ ಬೇಕಿದೆ. ಜನಪ್ರತಿನಿಧಿಗಳು ಹಾಗೂ ಅಧಿಕಾರಿಗಳು ತಕ್ಷಣ ಸ್ಪಂದಿಸಬೇಕು ಎಂಬುದು ಗ್ರಾಮಸ್ಥರ ಒತ್ತಾಯವಾಗಿದೆ. [454,480,733,501]
raitha-article [516,886,754,1226]
facebook-link-text: facebook.com/vijaykarnataka [622,16,746,27]
suddichuru-item-title-2[interactable]: ರಾಘುಣ್ಣ ಜಯಂತಿ ಆಚರಣೆ [14,762,97,774]
color-dots-2 [380,1538,421,1546]
gauri-photo [238,1043,506,1155]
anganavadi-col-1: ಜಿಲ್ಲೆಯ ಅಂಗನವಾಡಿ ಕೇಂದ್ರಗಳಿಗೆ ಅಧಿಕಾರಿಗಳು ಮಿಂಚಿನ ಸಂಚಾರ ನಡೆಸಿದರು. ಪೌಷ್ಟಿಕ ಆಹಾರ ವಿತರಣೆ, ಮಕ್ಕಳ ಹಾಜರಾತಿ ಹಾಗೂ ಸ್ವಚ್ಛತೆ ಕುರಿತು ಪರಿಶೀಲನೆ ನಡೆಸಿದರು. ಲೋಪ ಕಂಡುಬಂದಲ್ಲಿ ಕ್ರಮ ಕೈಗೊಳ್ಳುವ ಎಚ್ಚರಿಕೆ ನೀಡಿದರು. [617,1288,735,1346]
vachana-credit-1: –ಚನ್ನಬಸವಣ್ಣ, ಹಿರೇಮಠ ಸಂಸ್ಥಾನ ಭಾಲ್ಕಿ [23,335,217,347]
ratha-byline: ವಿಕ ಸುದ್ದಿಲೋಕ ಭಾಲ್ಕಿ [525,616,582,626]
lead-box1-body: ಗ್ರಾಮದ ಎಲ್ಲ ವರ್ಗದವರೂ ಒಗ್ಗಟ್ಟಿನಿಂದ ಕೈಗೊಂಡ ಈ ನಿರ್ಧಾರಕ್ಕೆ ಜಿಲ್ಲಾದ್ಯಂತ ಪ್ರಶಂಸೆ ವ್ಯಕ್ತವಾಗಿದೆ. ಯಾವುದೇ ಪರಿಹಾರ ಕೇಳದೆ ಜಾಗ ಬಿಟ್ಟುಕೊಟ್ಟ ಗ್ರಾಮಸ್ಥರ ಮನೋಭಾವ ಇತರರಿಗೆ ಮಾದರಿ ಎಂದು ಅಧಿಕಾರಿಗಳು ಹೇಳಿದ್ದಾರೆ. [554,335,726,381]
angarika-crowd-photo [14,1291,226,1419]
brand-word-2: ಕರ್ನಾಟಕ [915,8,976,31]
ishtalinga-headline: ಇಷ್ಟಲಿಂಗ ಪೂಜೆಯಿಂದ ನೆಮ್ಮದಿ [794,893,953,910]
ratha-col-1: ತಾಲೂಕಿನ ಐತಿಹಾಸಿಕ ಗ್ರಾಮದ ಸಂಗಮೇಶ್ವರ ದೇವಸ್ಥಾನದ ವಾರ್ಷಿಕ ರಥೋತ್ಸವ ಮತ್ತು ಪಲ್ಲಕ್ಕಿ ಉತ್ಸವ ಸಂಭ್ರಮದಿಂದ ನಡೆಯಿತು. ಸಾವಿರಾರು ಭಕ್ತರು ರಥ ಎಳೆದು ಪುನೀತರಾದರು. ಬೆಳಗ್ಗೆಯಿಂದಲೇ ವಿಶೇಷ ಪೂಜೆ ಆರಂಭವಾಗಿತ್ತು. [525,630,667,676]
vasati-article [750,60,976,568]
ratha-col-4: ಸಾಂಸ್ಕೃತಿಕ ಕಾರ್ಯಕ್ರಮಗಳಲ್ಲಿ ಡೊಳ್ಳಿನ ಕುಣಿತ, ವೀರಗಾಸೆ, ನಂದಿಕೋಲು ಕುಣಿತ ಪ್ರಮುಖ ಆಕರ್ಷಣೆಯಾಗಿದ್ದವು. ದೇವಸ್ಥಾನ ಸಮಿತಿ ವತಿಯಿಂದ ಭಕ್ತರಿಗೆ ಅನ್ನದಾನ ವ್ಯವಸ್ಥೆ ಮಾಡಲಾಗಿತ್ತು. ಸುಗಮ ಸಂಚಾರಕ್ಕೆ ಪೊಲೀಸ್ ಬಂದೋಬಸ್ತ್ ಕಲ್ಪಿಸಲಾಗಿತ್ತು. ಜಾತ್ರೆಯ ಯಶಸ್ಸಿಗೆ ಶ್ರಮಿಸಿದ ಎಲ್ಲರಿಗೂ ಸಮಿತಿ ಅಧ್ಯಕ್ಷರು ಧನ್ಯವಾದ ತಿಳಿಸಿದರು. [822,783,972,852]
x-link[interactable] [480,16,585,29]
basava-byline: ವಿಕ ಸುದ್ದಿಲೋಕ ಬಸವಕಲ್ಯಾಣ [238,606,314,616]
suddichuru-item-text-1: 20ರಿಂದ 20ಕ್ಕೆ ಏರಿಕೆಯಾಗಿದೆ ಎಂದು ಆರೋಪಿಸಿರುವ ಕಾಂಗ್ರೆಸ್ ನಾಯಕರಿಗೆ ಬಿಜೆಪಿ ಮುಖಂಡರು ತಿರುಗೇಟು ನೀಡಿದ್ದಾರೆ. ಜಿಲ್ಲೆಯಲ್ಲಿ ಅಭಿವೃದ್ಧಿ ಕಾರ್ಯಗಳು ಸ್ಥಗಿತಗೊಂಡಿವೆ ಎಂಬ ಆರೋಪ ಸುಳ್ಳು ಎಂದು ತಿಳಿಸಿದ್ದಾರೆ. ಕಳೆದ ಎರಡು ವರ್ಷಗಳಲ್ಲಿ ಕೈಗೊಂಡ ಕಾಮಗಾರಿಗಳ ವಿವರವನ್ನು ಬಿಡುಗಡೆ ಮಾಡುವಂತೆ ಅವರು ಆಗ್ರಹಿಸಿದ್ದಾರೆ. ಸಾರ್ವಜನಿಕರ ದಾರಿ ತಪ್ಪಿಸುವ ಹೇಳಿಕೆಗಳನ್ನು ನೀಡಬಾರದು ಎಂದು ಎಚ್ಚರಿಸಿದ್ದಾರೆ. [14,690,226,747]
website-link[interactable]: www.vijaykarnataka.com [767,17,872,28]
angarika-headline [14,991,226,1038]
suddichuru-header: ಸುದ್ದಿಚೂರು [14,650,226,669]
angarika-byline: ವಿಕ ಸುದ್ದಿಲೋಕ ಬೀದರ್ [14,1044,77,1054]
color-dots-3 [610,1538,651,1546]
facebook-link[interactable] [607,16,746,29]
raitha-photo [525,940,754,1040]
angarika-headline-line2: ಭಕ್ತರ ಮಹಾಪೂರ [60,1014,180,1038]
swamiji-portrait [171,63,223,115]
suddichuru-item-body-1 [14,689,226,749]
